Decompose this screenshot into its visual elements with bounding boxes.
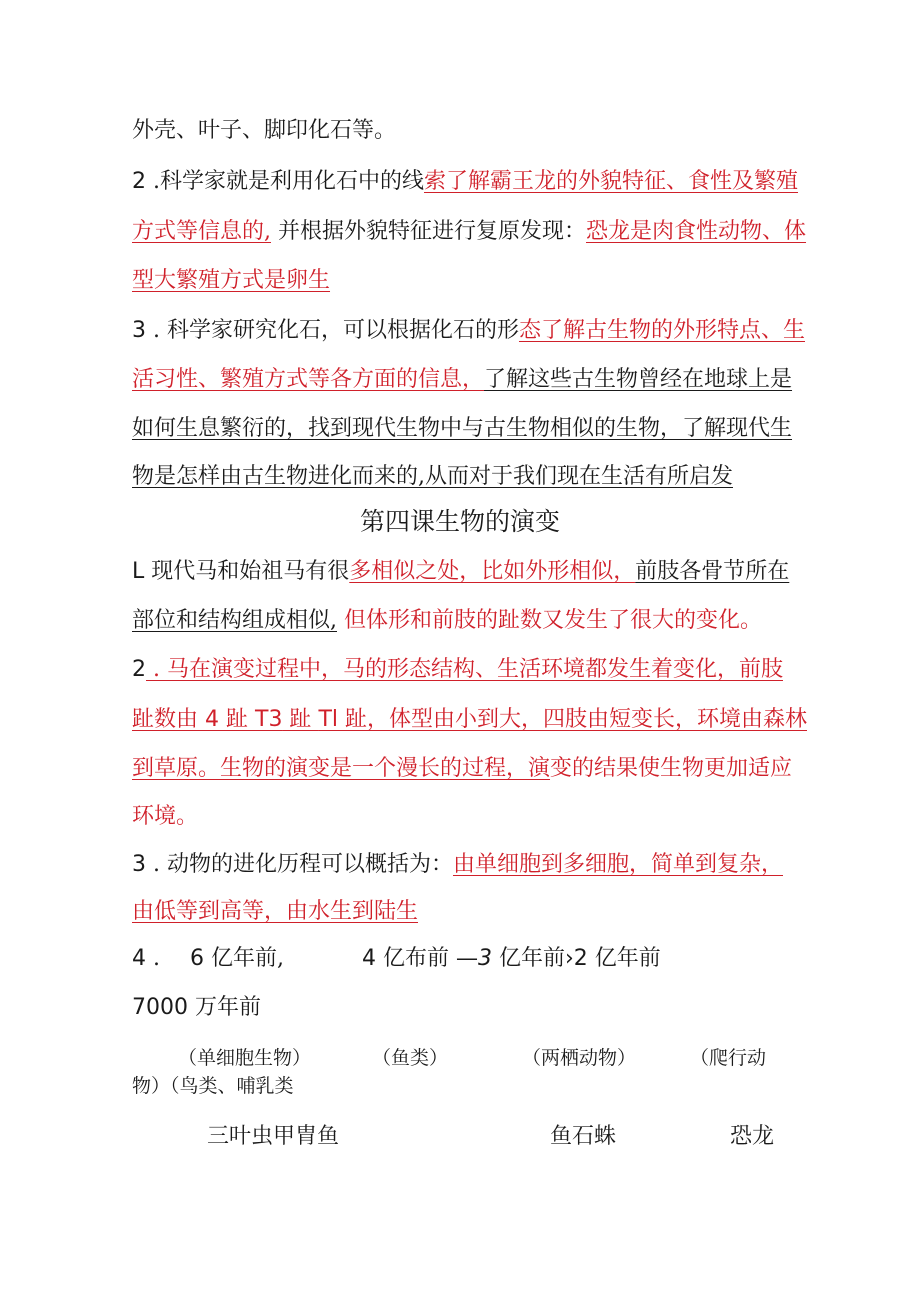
paragraph-fragment: . 科学家研究化石，可以根据化石的形 (146, 318, 519, 343)
text-line (132, 557, 789, 587)
highlighted-answer: 多相似之处，比如外形相似， (349, 559, 636, 584)
text-line (132, 462, 733, 492)
highlighted-answer: 活习性、繁殖方式等各方面的信息， (132, 367, 485, 392)
item-dot: . (146, 946, 160, 971)
highlighted-answer: 方式等信息的, (132, 219, 271, 244)
item-number: 2 (132, 169, 146, 194)
timeline-label (362, 944, 661, 974)
item-number: 2 (132, 657, 146, 682)
text-line (132, 316, 805, 346)
paragraph-fragment: . 动物的进化历程可以概括为： (146, 852, 453, 877)
example-fossil: 鱼石蛛 (550, 1124, 617, 1149)
timeline-unit: 亿年前 (587, 946, 661, 971)
lesson-title: 第四课生物的演变 (359, 507, 560, 536)
answer-fragment: 趾，体型由小到大，四肢由短变长，环境由森林 (338, 707, 807, 732)
group-label: （鱼类） (372, 1047, 449, 1069)
text-line (132, 217, 806, 247)
highlighted-answer: 索了解霸王龙的外貌特征、食性及繁殖 (424, 169, 799, 194)
highlighted-answer: 态了解古生物的外形特点、生 (518, 318, 805, 343)
example-fossil: 恐龙 (730, 1124, 775, 1149)
highlighted-answer: 型大繁殖方式是卵生 (132, 268, 331, 293)
item-number: L (132, 559, 145, 584)
text-line (132, 414, 792, 444)
highlighted-answer: 但体形和前肢的趾数又发生了很大的变化。 (337, 608, 762, 633)
underlined-text: 前肢各骨节所在 (635, 559, 790, 584)
highlighted-answer: . 马在演变过程中，马的形态结构、生活环境都发生着变化，前肢 (146, 657, 783, 682)
underlined-text: 如何生息繁衍的，找到现代生物中与古生物相似的生物，了解现代生 (132, 416, 793, 441)
timeline-number: 3 (478, 946, 492, 971)
group-label: （两栖动物） (522, 1047, 637, 1069)
text-line (132, 606, 762, 636)
timeline-number: 6 (190, 946, 204, 971)
paragraph-fragment: 现代马和始祖马有很 (144, 559, 350, 584)
answer-fragment: 趾 (282, 707, 319, 732)
group-label: （单细胞生物） (178, 1047, 312, 1069)
timeline-label (132, 993, 261, 1023)
timeline-number: 7000 (132, 995, 188, 1020)
text-line (132, 655, 783, 685)
group-label: （爬行动 (690, 1047, 767, 1069)
item-number: 4 (132, 946, 146, 971)
timeline-number: 4 (362, 946, 376, 971)
text-line (132, 897, 418, 927)
paragraph-fragment: 并根据外貌特征进行复原发现： (271, 219, 586, 244)
answer-fragment: 趾 (219, 707, 255, 732)
timeline-label (190, 944, 284, 974)
timeline-unit: 亿年前, (204, 946, 284, 971)
underlined-text: 了解这些古生物曾经在地球上是 (484, 367, 793, 392)
highlighted-answer: 变的结果使生物更加适应 (550, 756, 793, 781)
text-line (132, 167, 798, 197)
example-fossil: 三叶虫甲胄鱼 (207, 1124, 340, 1149)
text-line (132, 850, 783, 880)
text-line (132, 754, 792, 784)
highlighted-answer: 到草原。生物的演变是一个漫长的过程，演 (132, 756, 551, 781)
highlighted-answer: 恐龙是肉食性动物、体 (586, 219, 807, 244)
answer-fragment: 趾数由 (132, 707, 205, 732)
answer-number: T3 (255, 707, 283, 732)
text-line (132, 365, 792, 395)
answer-number: Tl (318, 707, 338, 732)
highlighted-answer: 由低等到高等，由水生到陆生 (132, 899, 419, 924)
text-line (132, 266, 330, 296)
timeline-unit: 万年前 (188, 995, 261, 1020)
paragraph-fragment: 外壳、叶子、脚印化石等。 (132, 118, 397, 143)
timeline-unit: 亿布前 — (376, 946, 478, 971)
highlighted-answer: 由单细胞到多细胞，简单到复杂， (452, 852, 783, 877)
highlighted-answer (132, 707, 807, 732)
underlined-text: 部位和结构组成相似, (132, 608, 337, 633)
text-line (132, 705, 807, 735)
item-number: 3 (132, 852, 146, 877)
timeline-number: ›2 (565, 946, 588, 971)
highlighted-answer: 环境。 (132, 804, 199, 829)
text-line (132, 116, 396, 146)
paragraph-fragment: .科学家就是利用化石中的线 (146, 169, 424, 194)
group-label: 物）（鸟类、哺乳类 (132, 1075, 294, 1097)
answer-number: 4 (205, 707, 219, 732)
underlined-text: 物是怎样由古生物进化而来的,从而对于我们现在生活有所启发 (132, 464, 733, 489)
timeline-unit: 亿年前 (492, 946, 565, 971)
text-line (132, 802, 198, 832)
item-number: 3 (132, 318, 146, 343)
timeline-line (132, 944, 160, 974)
